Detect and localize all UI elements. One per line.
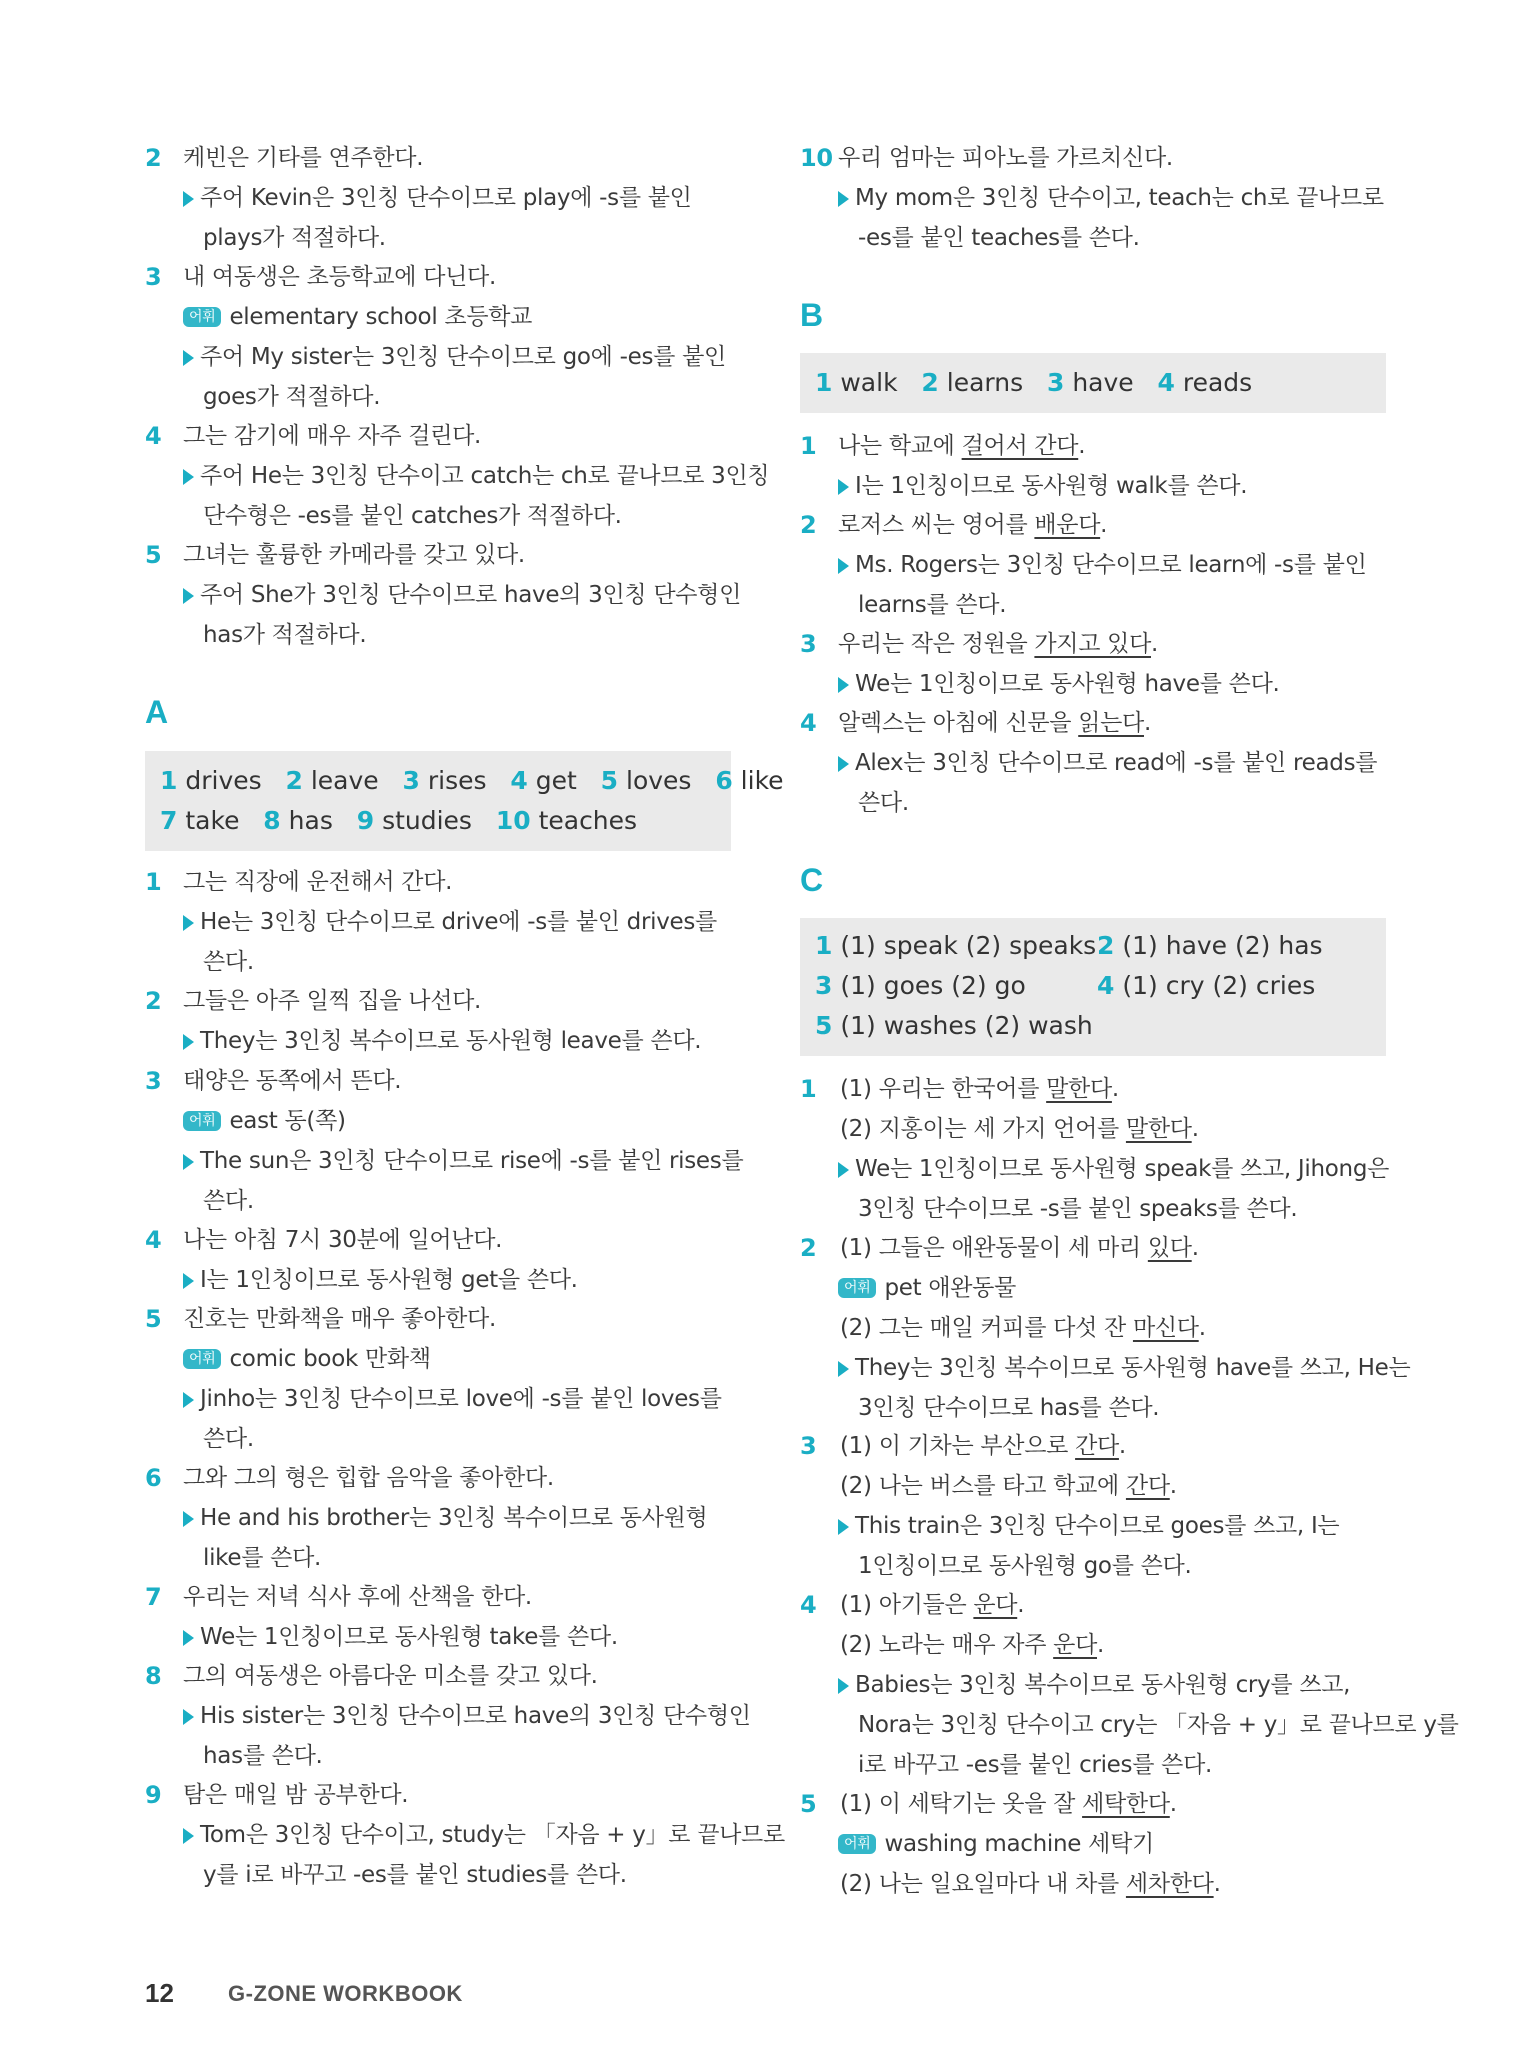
korean-sentence xyxy=(840,1864,1221,1904)
underlined-verb: 운다 xyxy=(973,1592,1018,1618)
korean-sentence xyxy=(840,1784,1177,1824)
item-number: 3 xyxy=(800,1432,817,1460)
answer-line xyxy=(160,801,637,841)
answer-number: 4 xyxy=(1097,971,1115,1000)
item-number: 1 xyxy=(145,868,162,896)
answer-number: 10 xyxy=(495,806,531,835)
korean-sentence xyxy=(838,426,1085,466)
korean-sentence xyxy=(838,624,1158,664)
answer-word: (1) have (2) has xyxy=(1122,931,1323,960)
item-number: 8 xyxy=(145,1662,162,1690)
answer-number: 3 xyxy=(815,971,833,1000)
korean-sentence xyxy=(838,703,1151,743)
vocab-note xyxy=(183,297,532,337)
answer-line xyxy=(1097,926,1323,966)
answer-word: studies xyxy=(382,806,472,835)
underlined-verb: 세탁한다 xyxy=(1082,1791,1170,1817)
answer-word: has xyxy=(288,806,333,835)
explanation: His sister는 3인칭 단수이므로 have의 3인칭 단수형인 xyxy=(183,1696,751,1736)
explanation: We는 1인칭이므로 동사원형 speak를 쓰고, Jihong은 xyxy=(838,1149,1389,1189)
underlined-verb: 걸어서 간다 xyxy=(961,433,1079,459)
answer-number: 4 xyxy=(510,766,528,795)
underlined-verb: 말한다 xyxy=(1046,1076,1112,1102)
explanation: They는 3인칭 복수이므로 동사원형 have를 쓰고, He는 xyxy=(838,1348,1410,1388)
underlined-verb: 마신다 xyxy=(1132,1315,1199,1341)
page-number: 12 xyxy=(145,1978,174,2008)
explanation: 주어 Kevin은 3인칭 단수이므로 play에 -s를 붙인 xyxy=(183,178,692,218)
explanation: 주어 My sister는 3인칭 단수이므로 go에 -es를 붙인 xyxy=(183,337,726,377)
sentence-text: 알렉스는 아침에 신문을 xyxy=(838,710,1079,736)
item-number: 2 xyxy=(800,511,817,539)
explanation: Tom은 3인칭 단수이고, study는 「자음 + y」로 끝나므로 xyxy=(183,1815,785,1855)
item-number: 2 xyxy=(145,144,162,172)
explanation-cont: 쓴다. xyxy=(858,790,909,816)
answer-word: (1) cry (2) cries xyxy=(1122,971,1316,1000)
korean-sentence xyxy=(838,505,1107,545)
answer-word: loves xyxy=(626,766,692,795)
item-number: 2 xyxy=(800,1234,817,1262)
underlined-verb: 읽는다 xyxy=(1078,710,1144,736)
explanation: 주어 She가 3인칭 단수이므로 have의 3인칭 단수형인 xyxy=(183,575,741,615)
answer-number: 1 xyxy=(160,766,178,795)
answer-box-b xyxy=(800,353,1386,413)
korean-sentence: 그는 감기에 매우 자주 걸린다. xyxy=(183,423,482,449)
explanation: He는 3인칭 단수이므로 drive에 -s를 붙인 drives를 xyxy=(183,902,717,942)
underlined-verb: 운다 xyxy=(1053,1632,1097,1658)
explanation-cont: 1인칭이므로 동사원형 go를 쓴다. xyxy=(858,1553,1192,1579)
answer-number: 1 xyxy=(815,368,833,397)
sentence-text: (2) 나는 버스를 타고 학교에 xyxy=(840,1473,1126,1499)
sentence-text: (2) 나는 일요일마다 내 차를 xyxy=(840,1871,1126,1897)
vocab-text: east 동(쪽) xyxy=(229,1108,346,1134)
answer-word: like xyxy=(740,766,784,795)
answer-number: 3 xyxy=(1046,368,1065,397)
item-number: 10 xyxy=(800,144,833,172)
explanation-cont: i로 바꾸고 -es를 붙인 cries를 쓴다. xyxy=(858,1752,1212,1778)
answer-number: 5 xyxy=(815,1011,833,1040)
sentence-end: . xyxy=(1198,1315,1206,1341)
explanation: 주어 He는 3인칭 단수이고 catch는 ch로 끝나므로 3인칭 xyxy=(183,456,769,496)
section-letter-c: C xyxy=(800,862,824,898)
sentence-end: . xyxy=(1097,1632,1105,1658)
vocab-tag: 어휘 xyxy=(183,307,221,327)
korean-sentence xyxy=(840,1466,1177,1506)
answer-number: 3 xyxy=(402,766,420,795)
korean-sentence: 진호는 만화책을 매우 좋아한다. xyxy=(183,1306,496,1332)
item-number: 4 xyxy=(800,709,817,737)
sentence-text: (2) 지홍이는 세 가지 언어를 xyxy=(840,1116,1126,1142)
vocab-note xyxy=(183,1339,431,1379)
answer-line xyxy=(815,926,1096,966)
underlined-verb: 세차한다 xyxy=(1125,1871,1214,1897)
korean-sentence xyxy=(840,1069,1119,1109)
korean-sentence xyxy=(840,1625,1104,1665)
korean-sentence xyxy=(840,1308,1206,1348)
explanation-cont: has를 쓴다. xyxy=(203,1743,323,1769)
vocab-note xyxy=(838,1824,1154,1864)
explanation: He and his brother는 3인칭 복수이므로 동사원형 xyxy=(183,1498,707,1538)
explanation: The sun은 3인칭 단수이므로 rise에 -s를 붙인 rises를 xyxy=(183,1141,743,1181)
explanation: I는 1인칭이므로 동사원형 get을 쓴다. xyxy=(183,1260,578,1300)
explanation-cont: 단수형은 -es를 붙인 catches가 적절하다. xyxy=(203,503,622,529)
vocab-text: comic book 만화책 xyxy=(229,1346,431,1372)
sentence-end: . xyxy=(1191,1235,1199,1261)
underlined-verb: 있다 xyxy=(1147,1235,1192,1261)
korean-sentence: 태양은 동쪽에서 뜬다. xyxy=(183,1068,402,1094)
item-number: 3 xyxy=(145,263,162,291)
underlined-verb: 간다 xyxy=(1075,1433,1119,1459)
korean-sentence: 우리는 저녁 식사 후에 산책을 한다. xyxy=(183,1584,532,1610)
answer-word: rises xyxy=(427,766,487,795)
answer-line xyxy=(1097,966,1315,1006)
vocab-tag: 어휘 xyxy=(183,1349,221,1369)
sentence-end: . xyxy=(1118,1433,1126,1459)
section-letter-b: B xyxy=(800,297,824,333)
explanation-cont: 3인칭 단수이므로 has를 쓴다. xyxy=(858,1395,1160,1421)
explanation: Alex는 3인칭 단수이므로 read에 -s를 붙인 reads를 xyxy=(838,743,1377,783)
sentence-text: (2) 그는 매일 커피를 다섯 잔 xyxy=(840,1315,1133,1341)
answer-number: 2 xyxy=(285,766,303,795)
answer-word: (1) goes (2) go xyxy=(840,971,1026,1000)
korean-sentence xyxy=(840,1228,1199,1268)
korean-sentence: 그들은 아주 일찍 집을 나선다. xyxy=(183,988,482,1014)
sentence-text: (1) 이 세탁기는 옷을 잘 xyxy=(840,1791,1083,1817)
item-number: 4 xyxy=(800,1591,817,1619)
answer-word: learns xyxy=(946,368,1024,397)
korean-sentence: 내 여동생은 초등학교에 다닌다. xyxy=(183,264,496,290)
item-number: 1 xyxy=(800,432,817,460)
answer-line xyxy=(815,363,1252,403)
underlined-verb: 간다 xyxy=(1125,1473,1170,1499)
explanation-cont: goes가 적절하다. xyxy=(203,384,381,410)
item-number: 5 xyxy=(145,541,162,569)
vocab-tag: 어휘 xyxy=(183,1111,221,1131)
vocab-tag: 어휘 xyxy=(838,1834,876,1854)
vocab-note xyxy=(838,1268,1016,1308)
answer-line xyxy=(815,1006,1093,1046)
item-number: 5 xyxy=(145,1305,162,1333)
korean-sentence: 나는 아침 7시 30분에 일어난다. xyxy=(183,1227,503,1253)
answer-number: 1 xyxy=(815,931,833,960)
answer-number: 5 xyxy=(600,766,619,795)
answer-number: 8 xyxy=(263,806,281,835)
explanation-cont: 쓴다. xyxy=(203,1188,254,1214)
korean-sentence xyxy=(840,1585,1024,1625)
item-number: 2 xyxy=(145,987,162,1015)
explanation: Jinho는 3인칭 단수이므로 love에 -s를 붙인 loves를 xyxy=(183,1379,722,1419)
explanation: This train은 3인칭 단수이므로 goes를 쓰고, I는 xyxy=(838,1506,1339,1546)
sentence-end: . xyxy=(1191,1116,1199,1142)
sentence-end: . xyxy=(1100,512,1108,538)
answer-word: drives xyxy=(185,766,262,795)
answer-line xyxy=(815,966,1026,1006)
sentence-text: 로저스 씨는 영어를 xyxy=(838,512,1035,538)
answer-number: 9 xyxy=(356,806,375,835)
vocab-text: pet 애완동물 xyxy=(884,1275,1017,1301)
explanation-cont: like를 쓴다. xyxy=(203,1545,322,1571)
sentence-text: (1) 그들은 애완동물이 세 마리 xyxy=(840,1235,1148,1261)
explanation-cont: -es를 붙인 teaches를 쓴다. xyxy=(858,225,1140,251)
answer-word: reads xyxy=(1182,368,1253,397)
item-number: 4 xyxy=(145,422,162,450)
answer-number: 2 xyxy=(1097,931,1115,960)
explanation: We는 1인칭이므로 동사원형 take를 쓴다. xyxy=(183,1617,618,1657)
answer-box-a xyxy=(145,751,784,851)
item-number: 3 xyxy=(145,1067,162,1095)
sentence-text: 나는 학교에 xyxy=(838,433,962,459)
korean-sentence: 그와 그의 형은 힙합 음악을 좋아한다. xyxy=(183,1465,554,1491)
answer-number: 6 xyxy=(715,766,733,795)
item-number: 4 xyxy=(145,1226,162,1254)
sentence-text: (1) 아기들은 xyxy=(840,1592,974,1618)
underlined-verb: 배운다 xyxy=(1034,512,1101,538)
explanation-cont: has가 적절하다. xyxy=(203,622,367,648)
item-number: 1 xyxy=(800,1075,817,1103)
korean-sentence: 케빈은 기타를 연주한다. xyxy=(183,145,424,171)
explanation: I는 1인칭이므로 동사원형 walk를 쓴다. xyxy=(838,466,1247,506)
korean-sentence xyxy=(840,1109,1199,1149)
answer-word: take xyxy=(185,806,240,835)
explanation: My mom은 3인칭 단수이고, teach는 ch로 끝나므로 xyxy=(838,178,1384,218)
sentence-end: . xyxy=(1169,1473,1177,1499)
answer-word: leave xyxy=(310,766,379,795)
answer-word: teaches xyxy=(538,806,638,835)
answer-box-c xyxy=(800,918,1386,1056)
vocab-text: washing machine 세탁기 xyxy=(884,1831,1154,1857)
item-number: 6 xyxy=(145,1464,162,1492)
korean-sentence: 우리 엄마는 피아노를 가르치신다. xyxy=(838,145,1173,171)
explanation: Babies는 3인칭 복수이므로 동사원형 cry를 쓰고, xyxy=(838,1665,1350,1705)
vocab-text: elementary school 초등학교 xyxy=(229,304,533,330)
sentence-end: . xyxy=(1213,1871,1221,1897)
korean-sentence xyxy=(840,1426,1126,1466)
sentence-end: . xyxy=(1169,1791,1177,1817)
sentence-text: (1) 우리는 한국어를 xyxy=(840,1076,1047,1102)
explanation: We는 1인칭이므로 동사원형 have를 쓴다. xyxy=(838,664,1280,704)
sentence-end: . xyxy=(1143,710,1151,736)
explanation-cont: 3인칭 단수이므로 -s를 붙인 speaks를 쓴다. xyxy=(858,1196,1298,1222)
sentence-end: . xyxy=(1151,631,1159,657)
section-letter-a: A xyxy=(145,694,169,730)
answer-word: have xyxy=(1072,368,1134,397)
explanation-cont: 쓴다. xyxy=(203,1426,254,1452)
explanation-cont: plays가 적절하다. xyxy=(203,225,386,251)
explanation-cont: y를 i로 바꾸고 -es를 붙인 studies를 쓴다. xyxy=(203,1862,627,1888)
answer-line xyxy=(160,761,784,801)
answer-number: 7 xyxy=(160,806,178,835)
answer-word: (1) washes (2) wash xyxy=(840,1011,1093,1040)
answer-word: walk xyxy=(840,368,898,397)
vocab-tag: 어휘 xyxy=(838,1278,876,1298)
book-title: G-ZONE WORKBOOK xyxy=(228,1981,463,2006)
explanation: They는 3인칭 복수이므로 동사원형 leave를 쓴다. xyxy=(183,1021,701,1061)
explanation-cont: 쓴다. xyxy=(203,949,254,975)
item-number: 9 xyxy=(145,1781,162,1809)
answer-number: 2 xyxy=(921,368,939,397)
underlined-verb: 말한다 xyxy=(1125,1116,1192,1142)
sentence-text: (1) 이 기차는 부산으로 xyxy=(840,1433,1076,1459)
item-number: 5 xyxy=(800,1790,817,1818)
item-number: 7 xyxy=(145,1583,162,1611)
answer-number: 4 xyxy=(1157,368,1175,397)
explanation: Ms. Rogers는 3인칭 단수이므로 learn에 -s를 붙인 xyxy=(838,545,1367,585)
sentence-end: . xyxy=(1078,433,1086,459)
korean-sentence: 그는 직장에 운전해서 간다. xyxy=(183,869,453,895)
underlined-verb: 가지고 있다 xyxy=(1034,631,1151,657)
sentence-end: . xyxy=(1111,1076,1119,1102)
sentence-end: . xyxy=(1017,1592,1025,1618)
sentence-text: 우리는 작은 정원을 xyxy=(838,631,1035,657)
korean-sentence: 그의 여동생은 아름다운 미소를 갖고 있다. xyxy=(183,1663,598,1689)
sentence-text: (2) 노라는 매우 자주 xyxy=(840,1632,1054,1658)
answer-word: (1) speak (2) speaks xyxy=(840,931,1097,960)
item-number: 3 xyxy=(800,630,817,658)
korean-sentence: 그녀는 훌륭한 카메라를 갖고 있다. xyxy=(183,542,525,568)
explanation-cont: Nora는 3인칭 단수이고 cry는 「자음 + y」로 끝나므로 y를 xyxy=(858,1712,1459,1738)
answer-word: get xyxy=(535,766,577,795)
explanation-cont: learns를 쓴다. xyxy=(858,592,1007,618)
vocab-note xyxy=(183,1101,346,1141)
korean-sentence: 탐은 매일 밤 공부한다. xyxy=(183,1782,409,1808)
